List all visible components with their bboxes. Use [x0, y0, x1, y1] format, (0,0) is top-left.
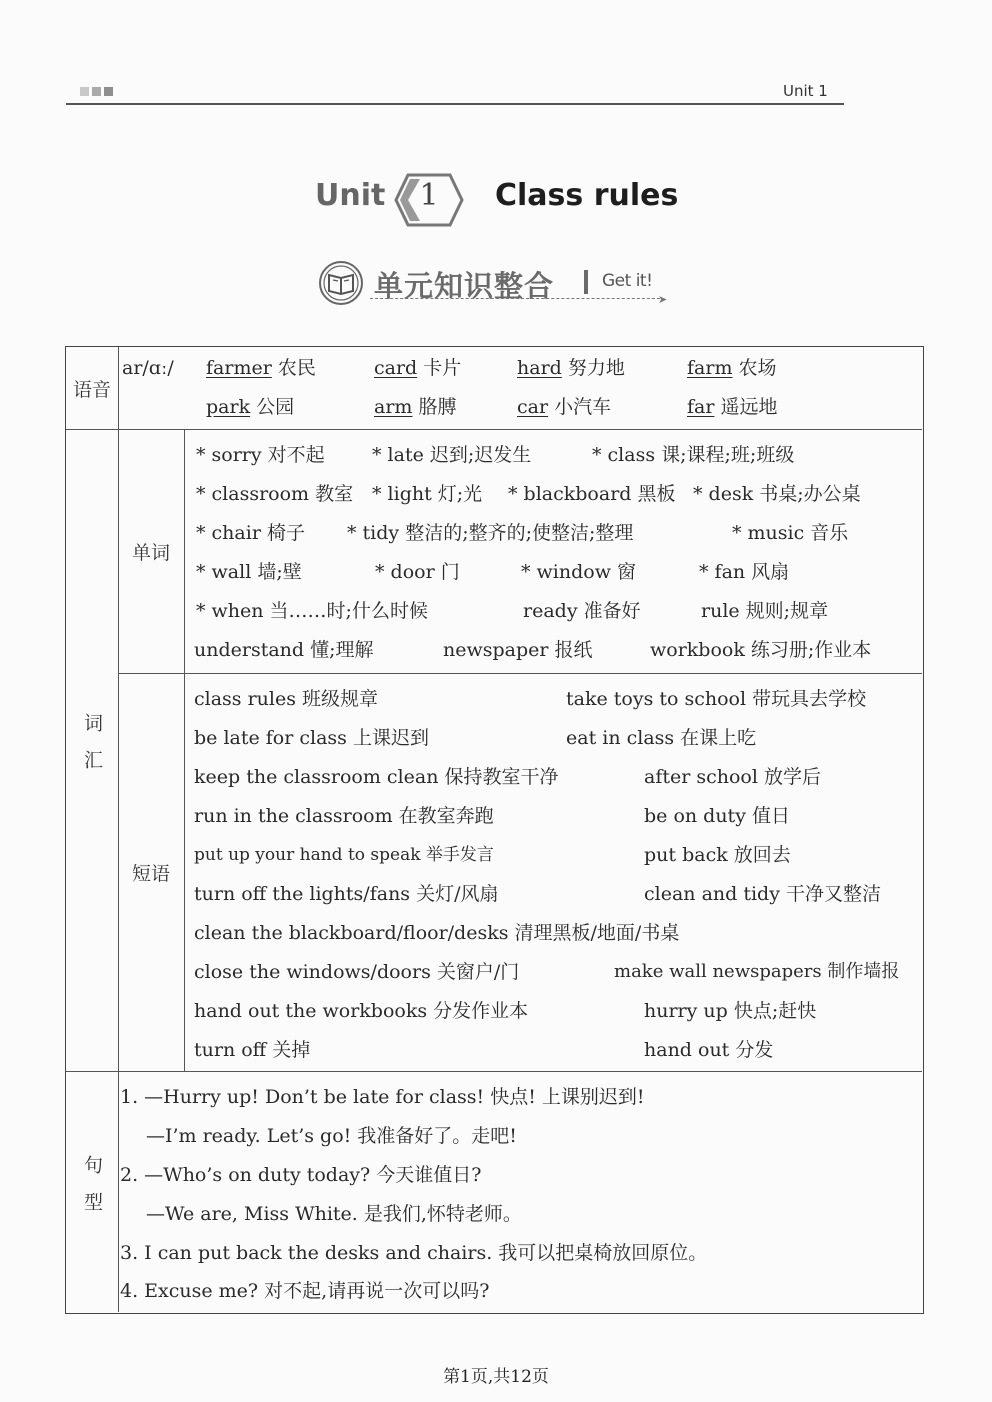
phrase-item: turn off 关掉	[194, 1039, 311, 1061]
phrase-item: close the windows/doors 关窗户/门	[194, 961, 520, 983]
sentence-line: 4. Excuse me? 对不起,请再说一次可以吗?	[120, 1280, 490, 1302]
word-item: * tidy 整洁的;整齐的;使整洁;整理	[347, 522, 634, 544]
phrase-item: hand out the workbooks 分发作业本	[194, 1000, 529, 1022]
knowledge-table	[65, 346, 924, 1314]
header-unit-label: Unit 1	[783, 82, 828, 100]
section-divider	[584, 270, 588, 294]
word-item: * chair 椅子	[196, 522, 305, 544]
sentences-label: 句型	[81, 1154, 103, 1229]
phrases-row	[194, 875, 914, 913]
phrases-row	[194, 836, 914, 874]
phrase-item: eat in class 在课上吃	[566, 727, 757, 749]
arrow-right-icon: ➤	[658, 293, 668, 306]
word-item: * when 当……时;什么时候	[196, 600, 428, 622]
word-item: workbook 练习册;作业本	[650, 639, 872, 661]
sentence-line: 1. —Hurry up! Don’t be late for class! 快点! 上课别迟到!	[120, 1086, 645, 1108]
word-item: * music 音乐	[732, 522, 849, 544]
divider-phonics	[66, 429, 922, 430]
phrase-item: be late for class 上课迟到	[194, 727, 429, 749]
section-heading	[318, 258, 698, 308]
phonics-cn: 遥远地	[720, 396, 778, 418]
phrase-item: run in the classroom 在教室奔跑	[194, 805, 494, 827]
unit-title	[0, 170, 992, 230]
phonics-cn: 小汽车	[554, 396, 612, 418]
words-label: 单词	[131, 541, 170, 564]
words-row	[196, 514, 916, 552]
phrase-item: keep the classroom clean 保持教室干净	[194, 766, 559, 788]
sentence-line: —I’m ready. Let’s go! 我准备好了。走吧!	[146, 1125, 517, 1147]
word-item: * light 灯;光	[372, 483, 483, 505]
word-item: * sorry 对不起	[196, 444, 325, 466]
word-item: * window 窗	[521, 561, 637, 583]
phonics-word: park	[206, 396, 251, 418]
words-row	[194, 631, 914, 669]
phrase-item: clean the blackboard/floor/desks 清理黑板/地面/书桌	[194, 922, 680, 944]
word-item: * wall 墙;壁	[196, 561, 302, 583]
phonics-word: hard	[517, 357, 562, 379]
header-rule	[66, 103, 844, 105]
word-item: newspaper 报纸	[443, 639, 593, 661]
phonics-label: 语音	[72, 378, 111, 401]
divider-vocab	[66, 1071, 922, 1072]
words-row	[196, 592, 916, 630]
phonics-word: far	[687, 396, 715, 418]
phonics-cn: 胳膊	[418, 396, 457, 418]
word-item: * blackboard 黑板	[508, 483, 676, 505]
sentence-line: 3. I can put back the desks and chairs. 我可以把桌椅放回原位。	[120, 1242, 708, 1264]
phonics-cn: 农场	[738, 357, 777, 379]
phrase-item: take toys to school 带玩具去学校	[566, 688, 867, 710]
phonics-sound: ar/ɑː/	[122, 357, 174, 379]
phonics-cn: 卡片	[423, 357, 462, 379]
section-dashed-line	[370, 298, 660, 299]
word-item: * door 门	[375, 561, 460, 583]
word-item: understand 懂;理解	[194, 639, 374, 661]
phonics-word: farmer	[206, 357, 272, 379]
phrases-row	[194, 680, 914, 718]
phrase-item: hand out 分发	[644, 1039, 774, 1061]
words-row	[196, 436, 916, 474]
unit-word: Unit	[315, 178, 386, 213]
phrases-row	[194, 758, 914, 796]
phrase-item: put up your hand to speak 举手发言	[194, 845, 494, 865]
phrase-item: make wall newspapers 制作墙报	[614, 961, 900, 982]
vocab-label: 词汇	[81, 713, 103, 787]
phrase-item: clean and tidy 干净又整洁	[644, 883, 881, 905]
phrases-label: 短语	[131, 862, 170, 885]
word-item: * desk 书桌;办公桌	[693, 483, 861, 505]
phrase-item: be on duty 值日	[644, 805, 790, 827]
phonics-word: arm	[374, 396, 413, 418]
word-item: * late 迟到;迟发生	[372, 444, 532, 466]
page-number: 第1页,共12页	[443, 1367, 549, 1387]
word-item: * class 课;课程;班;班级	[592, 444, 795, 466]
sentence-line: 2. —Who’s on duty today? 今天谁值日?	[120, 1164, 482, 1186]
phrases-row	[194, 797, 914, 835]
phrases-row	[194, 992, 914, 1030]
book-icon	[318, 260, 364, 306]
sub-label-column-divider	[184, 429, 185, 1071]
words-row	[196, 553, 916, 591]
phrase-item: put back 放回去	[644, 844, 791, 866]
sentence-line: —We are, Miss White. 是我们,怀特老师。	[146, 1203, 522, 1225]
phonics-row-2	[206, 388, 906, 426]
phonics-cn: 农民	[277, 357, 316, 379]
word-item: * classroom 教室	[196, 483, 354, 505]
phonics-cn: 努力地	[567, 357, 625, 379]
phonics-word: card	[374, 357, 418, 379]
phonics-row-1	[206, 349, 906, 387]
section-title-en: Get it!	[602, 271, 653, 291]
phrase-item: after school 放学后	[644, 766, 821, 788]
phrases-row	[194, 953, 914, 991]
words-row	[196, 475, 916, 513]
phonics-word: car	[517, 396, 549, 418]
phrases-row	[194, 719, 914, 757]
word-item: * fan 风扇	[699, 561, 790, 583]
phrase-item: hurry up 快点;赶快	[644, 1000, 817, 1022]
phonics-cn: 公园	[256, 396, 295, 418]
unit-name: Class rules	[495, 178, 679, 213]
word-item: ready 准备好	[523, 600, 641, 622]
phrase-item: turn off the lights/fans 关灯/风扇	[194, 883, 499, 905]
unit-number: 1	[419, 178, 439, 213]
section-title-cn: 单元知识整合	[374, 269, 555, 303]
divider-words	[118, 673, 922, 674]
phrases-row	[194, 914, 914, 952]
phrases-row	[194, 1031, 914, 1069]
word-item: rule 规则;规章	[701, 600, 829, 622]
phrase-item: class rules 班级规章	[194, 688, 379, 710]
header-squares-decoration	[80, 87, 113, 96]
phonics-word: farm	[687, 357, 733, 379]
